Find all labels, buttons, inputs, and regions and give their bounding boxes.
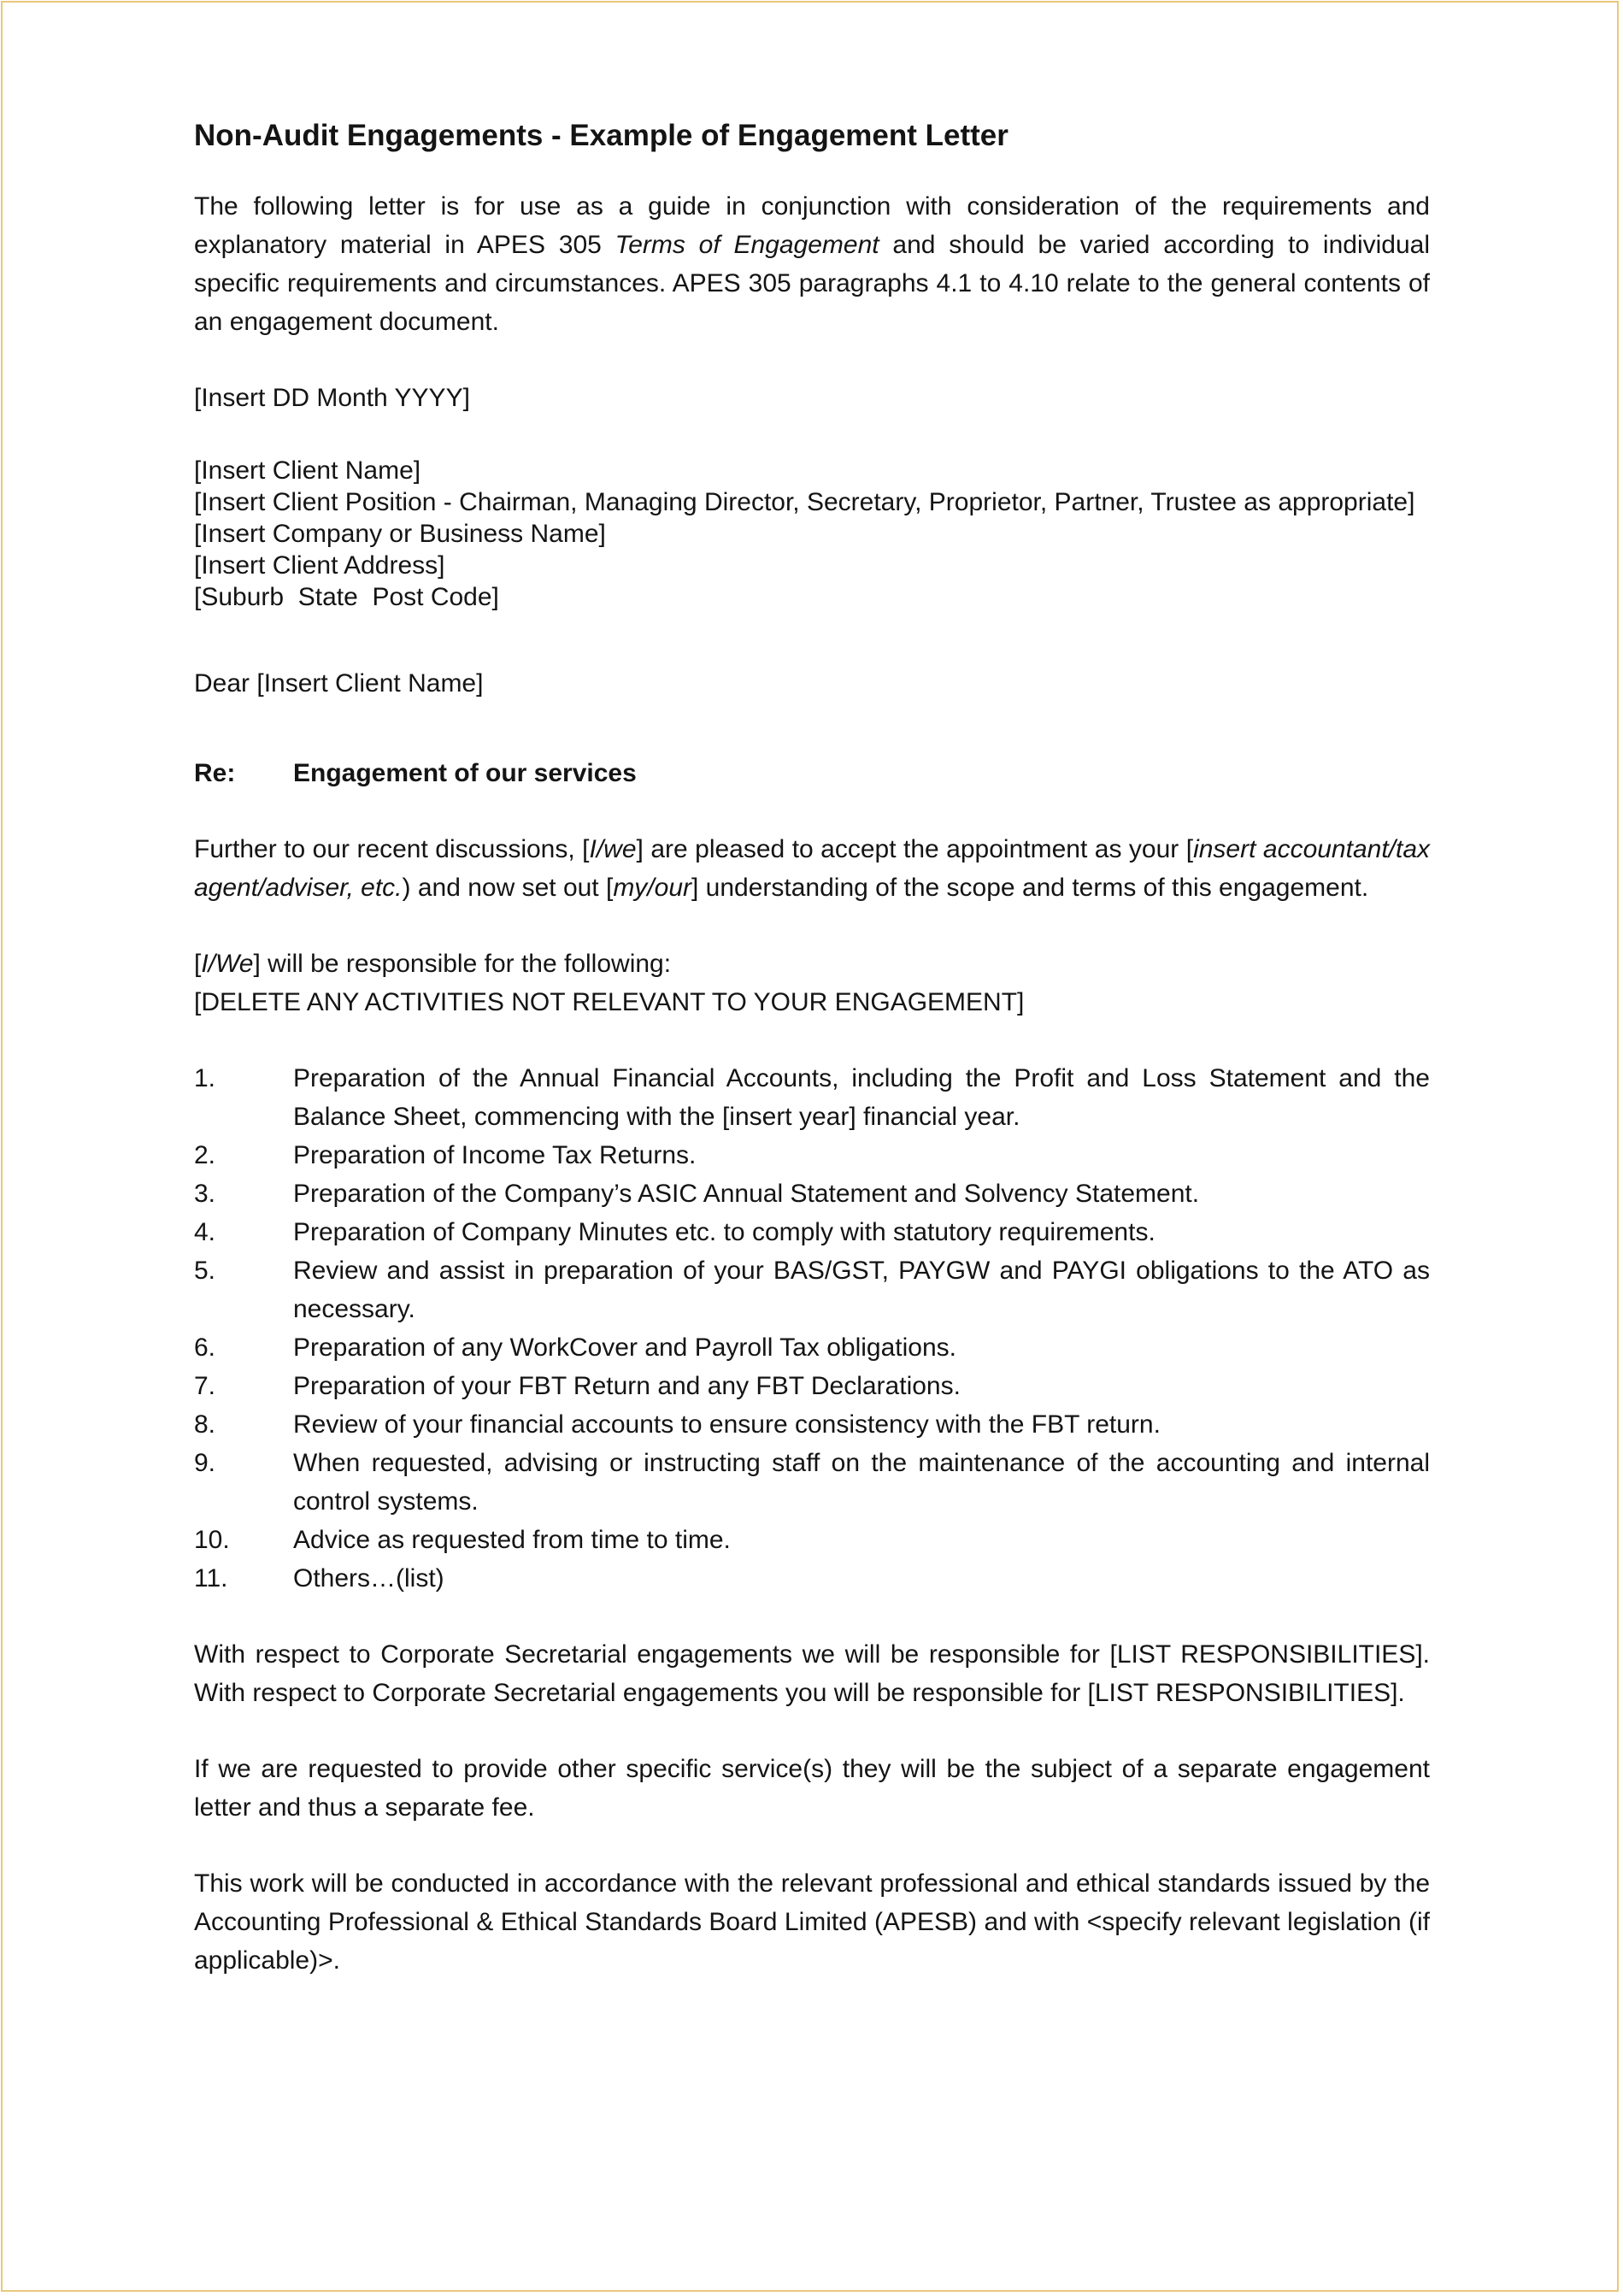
- document-title: Non-Audit Engagements - Example of Engagement Letter: [194, 119, 1008, 152]
- list-text: Review of your financial accounts to ensure consistency with the FBT return.: [293, 1410, 1161, 1439]
- intro-paragraph: [194, 187, 1430, 341]
- responsible-line: [194, 945, 1430, 983]
- list-item: [194, 1136, 1430, 1174]
- salutation: Dear [Insert Client Name]: [194, 669, 484, 698]
- responsible-text: ] will be responsible for the following:: [253, 950, 672, 978]
- list-item: [194, 1251, 1430, 1328]
- list-item: [194, 1521, 1430, 1559]
- list-number: 6.: [194, 1333, 216, 1362]
- other-services-paragraph: If we are requested to provide other specific service(s) they will be the subject of a separate engagement letter and thus a separate fee.: [194, 1755, 1430, 1822]
- responsibility-intro: [194, 945, 1430, 1021]
- further-italic: insert accountant/tax agent/adviser, etc.: [194, 835, 1431, 902]
- list-number: 11.: [194, 1564, 228, 1592]
- further-text: ] are pleased to accept the appointment as your [: [636, 835, 1194, 863]
- further-italic: my/our: [613, 874, 691, 902]
- further-paragraph: [194, 830, 1430, 907]
- list-item: [194, 1559, 1430, 1598]
- list-text: Preparation of Income Tax Returns.: [293, 1141, 697, 1169]
- list-item: [194, 1444, 1430, 1521]
- list-item: [194, 1367, 1430, 1405]
- list-item: [194, 1174, 1430, 1213]
- re-label: Re:: [194, 759, 236, 787]
- further-text: ] understanding of the scope and terms of this engagement.: [691, 874, 1369, 902]
- list-text: Preparation of Company Minutes etc. to comply with statutory requirements.: [293, 1218, 1156, 1246]
- list-number: 4.: [194, 1218, 216, 1246]
- list-text: Preparation of your FBT Return and any FBT Declarations.: [293, 1372, 961, 1400]
- corporate-secretarial-paragraph: With respect to Corporate Secretarial engagements we will be responsible for [LIST RESPONSIBILITIES]. With respect to Corporate Secretarial engagements you will be responsible for [LIST RESPONSIBILITIES].: [194, 1640, 1430, 1707]
- responsible-text: [: [194, 950, 202, 978]
- list-item: [194, 1059, 1430, 1136]
- list-item: [194, 1213, 1430, 1251]
- list-number: 2.: [194, 1141, 216, 1169]
- intro-text-2: and should be varied according to individual specific requirements and circumstances. APES 305 paragraphs 4.1 to 4.10 relate to the general contents of an engagement document.: [194, 231, 1430, 336]
- intro-italic: Terms of Engagement: [615, 231, 879, 259]
- delete-note: [DELETE ANY ACTIVITIES NOT RELEVANT TO YOUR ENGAGEMENT]: [194, 988, 1025, 1016]
- address-line: [Insert Company or Business Name]: [194, 520, 606, 548]
- list-number: 1.: [194, 1064, 216, 1092]
- list-item: [194, 1405, 1430, 1444]
- address-line: [Suburb State Post Code]: [194, 583, 499, 611]
- list-text: When requested, advising or instructing staff on the maintenance of the accounting and internal control systems.: [293, 1449, 1430, 1516]
- list-number: 9.: [194, 1449, 216, 1477]
- list-text: Advice as requested from time to time.: [293, 1526, 731, 1554]
- further-italic: I/we: [589, 835, 637, 863]
- list-number: 8.: [194, 1410, 216, 1439]
- list-text: Others…(list): [293, 1564, 444, 1592]
- list-number: 7.: [194, 1372, 216, 1400]
- list-text: Review and assist in preparation of your BAS/GST, PAYGW and PAYGI obligations to the ATO as necessary.: [293, 1257, 1430, 1323]
- document-body: [194, 115, 1430, 1980]
- further-text: ) and now set out [: [402, 874, 614, 902]
- list-text: Preparation of any WorkCover and Payroll Tax obligations.: [293, 1333, 956, 1362]
- address-line: [Insert Client Address]: [194, 551, 445, 580]
- list-text: Preparation of the Company’s ASIC Annual Statement and Solvency Statement.: [293, 1180, 1200, 1208]
- re-subject-line: [194, 754, 1430, 792]
- list-number: 3.: [194, 1180, 216, 1208]
- standards-paragraph: This work will be conducted in accordance with the relevant professional and ethical standards issued by the Accounting Professional & Ethical Standards Board Limited (APESB) and with <specify relevant legislation (if applicable)>.: [194, 1869, 1430, 1975]
- address-line: [Insert Client Position - Chairman, Managing Director, Secretary, Proprietor, Partner, Trustee as appropriate]: [194, 488, 1415, 516]
- further-text: Further to our recent discussions, [: [194, 835, 590, 863]
- list-number: 5.: [194, 1257, 216, 1285]
- responsible-italic: I/We: [201, 950, 254, 978]
- list-number: 10.: [194, 1526, 230, 1554]
- activities-list: [194, 1059, 1430, 1598]
- address-block: [194, 455, 1430, 613]
- intro-text-1: The following letter is for use as a guide in conjunction with consideration of the requirements and explanatory material in APES 305: [194, 192, 1430, 259]
- date-placeholder: [Insert DD Month YYYY]: [194, 384, 470, 412]
- address-line: [Insert Client Name]: [194, 456, 421, 485]
- list-text: Preparation of the Annual Financial Accounts, including the Profit and Loss Statement and the Balance Sheet, commencing with the [insert year] financial year.: [293, 1064, 1430, 1131]
- re-subject: Engagement of our services: [293, 759, 637, 787]
- list-item: [194, 1328, 1430, 1367]
